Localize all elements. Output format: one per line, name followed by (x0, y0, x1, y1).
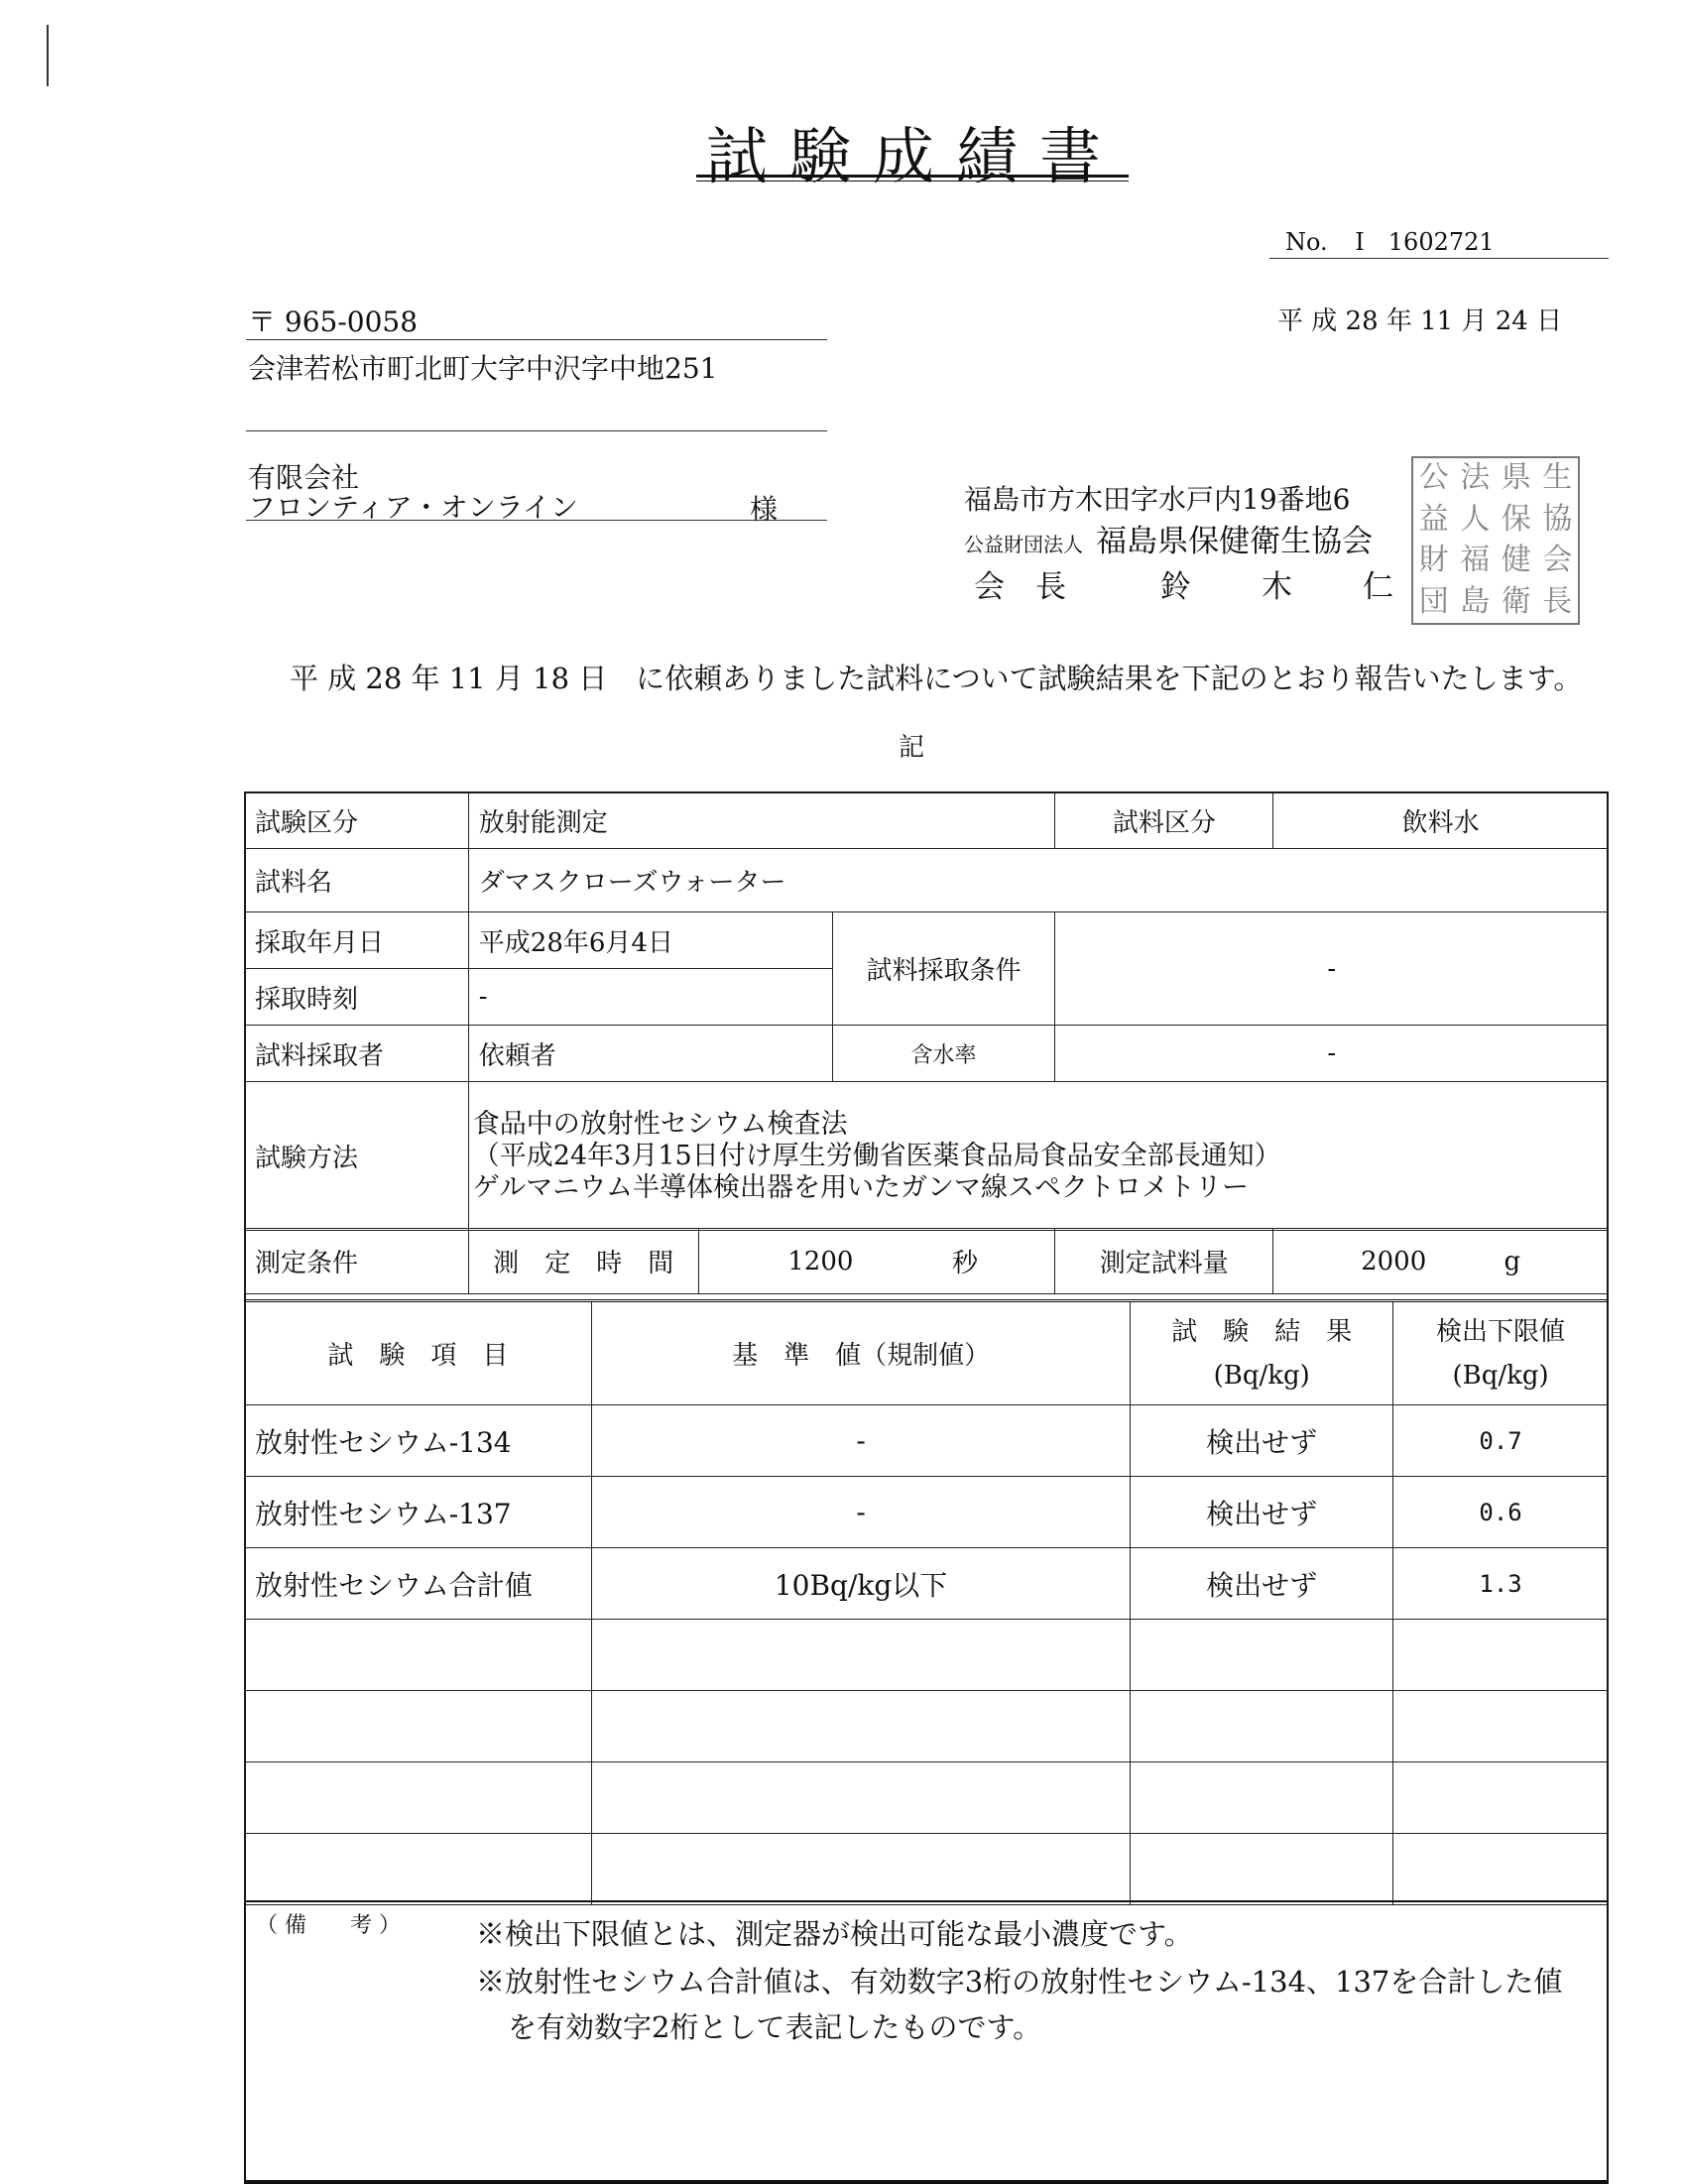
seal-character: 衛 (1501, 583, 1531, 619)
result-item: 放射性セシウム合計値 (245, 1548, 592, 1620)
ki-mark: 記 (899, 733, 925, 763)
table-row-empty (245, 1834, 1609, 1905)
seal-character: 県 (1501, 460, 1531, 495)
test-method-line: （平成24年3月15日付け厚生労働省医薬食品局食品安全部長通知） (472, 1140, 1281, 1171)
collection-date-label: 採取年月日 (245, 912, 469, 969)
issue-date: 平 成 28 年 11 月 24 日 (1277, 306, 1563, 336)
honorific: 様 (750, 493, 779, 526)
test-category-label: 試験区分 (245, 792, 469, 849)
seal-character: 財 (1418, 543, 1449, 577)
result-item: 放射性セシウム-137 (245, 1477, 592, 1548)
issuer-org-name: 福島県保健衛生協会 (1096, 524, 1374, 559)
address-line (246, 430, 827, 431)
seal-character: 健 (1501, 543, 1531, 577)
seal-character: 保 (1501, 501, 1531, 537)
result-standard: - (591, 1405, 1130, 1477)
seal-character: 協 (1542, 501, 1573, 537)
header-limit (1393, 1301, 1609, 1405)
test-method-value (468, 1082, 1608, 1231)
collection-condition-value: - (1055, 912, 1609, 1026)
result-limit: 1.3 (1393, 1548, 1609, 1620)
measurement-amount-number: 2000 (1361, 1246, 1427, 1276)
collector-value: 依頼者 (468, 1026, 832, 1082)
report-number-line (1269, 258, 1609, 259)
moisture-label: 含水率 (832, 1026, 1055, 1082)
title-underline (696, 181, 1129, 182)
result-standard: - (591, 1477, 1130, 1548)
seal-character: 団 (1418, 583, 1449, 619)
table-row (245, 1405, 1609, 1477)
test-category-value: 放射能測定 (468, 792, 1055, 849)
measurement-time-label: 測 定 時 間 (468, 1229, 698, 1294)
seal-character: 長 (1542, 583, 1573, 619)
company-type: 有限会社 (248, 461, 360, 494)
seal-character: 公 (1418, 460, 1449, 495)
collector-label: 試料採取者 (245, 1026, 469, 1082)
scan-margin-mark (47, 25, 49, 86)
recipient-address: 会津若松市町北町大字中沢字中地251 (248, 352, 718, 385)
table-row (245, 1477, 1609, 1548)
seal-character: 会 (1542, 543, 1573, 577)
moisture-value: - (1055, 1026, 1609, 1082)
issuer-role: 会 長 (974, 569, 1066, 605)
seal-character: 人 (1460, 501, 1491, 537)
sample-category-value: 飲料水 (1273, 792, 1609, 849)
measurement-table (244, 1228, 1609, 1294)
result-item: 放射性セシウム-134 (245, 1405, 592, 1477)
seal-character: 島 (1460, 583, 1491, 619)
header-limit-unit: (Bq/kg) (1452, 1360, 1549, 1391)
measurement-time-unit: 秒 (942, 1229, 1055, 1294)
result-value: 検出せず (1131, 1477, 1393, 1548)
seal-character: 益 (1418, 501, 1449, 537)
table-row-empty (245, 1691, 1609, 1762)
title-underline (696, 175, 1129, 178)
test-method-line: ゲルマニウム半導体検出器を用いたガンマ線スペクトロメトリー (472, 1171, 1249, 1203)
remarks-line: を有効数字2桁として表記したものです。 (508, 2010, 1042, 2044)
sample-name-value: ダマスクローズウォーター (468, 849, 1608, 912)
measurement-amount-unit: g (1504, 1246, 1521, 1276)
collection-date-value: 平成28年6月4日 (468, 912, 832, 969)
table-row-empty (245, 1620, 1609, 1691)
report-number (1285, 222, 1495, 257)
measurement-amount-label: 測定試料量 (1055, 1229, 1273, 1294)
result-limit: 0.7 (1393, 1405, 1609, 1477)
seal-character: 生 (1542, 460, 1573, 495)
remarks-label: （ 備 考 ） (256, 1913, 401, 1938)
header-result-label: 試 験 結 果 (1171, 1316, 1353, 1347)
report-number-value: I 1602721 (1355, 228, 1495, 256)
issuer-person: 鈴 木 仁 (1160, 569, 1413, 605)
recipient-line (246, 520, 827, 521)
issuer-org (964, 516, 1373, 560)
intro-text: 平 成 28 年 11 月 18 日 に依頼ありました試料について試験結果を下記のとおり報告いたします。 (290, 662, 1583, 695)
organization-seal (1411, 456, 1580, 625)
remarks-line: ※検出下限値とは、測定器が検出可能な最小濃度です。 (476, 1917, 1193, 1951)
postal-code: 〒 965-0058 (248, 305, 419, 338)
result-standard: 10Bq/kg以下 (591, 1548, 1130, 1620)
report-number-label: No. (1285, 228, 1328, 256)
header-result-unit: (Bq/kg) (1213, 1360, 1310, 1391)
table-row (245, 1548, 1609, 1620)
measurement-label: 測定条件 (245, 1229, 469, 1294)
sample-category-label: 試料区分 (1055, 792, 1273, 849)
table-row-empty (245, 1762, 1609, 1834)
seal-character: 福 (1460, 543, 1491, 577)
collection-time-label: 採取時刻 (245, 969, 469, 1026)
measurement-amount-value (1273, 1229, 1609, 1294)
seal-character: 法 (1460, 460, 1491, 495)
collection-condition-label: 試料採取条件 (832, 912, 1055, 1026)
header-result (1131, 1301, 1393, 1405)
result-value: 検出せず (1131, 1405, 1393, 1477)
header-test-item: 試 験 項 目 (245, 1301, 592, 1405)
collection-time-value: - (468, 969, 832, 1026)
result-value: 検出せず (1131, 1548, 1393, 1620)
company-name: フロンティア・オンライン (248, 491, 578, 524)
sample-name-label: 試料名 (245, 849, 469, 912)
results-table (244, 1299, 1609, 1905)
remarks-box (244, 1900, 1609, 2182)
issuer-address: 福島市方木田字水戸内19番地6 (964, 483, 1351, 516)
test-method-line: 食品中の放射性セシウム検査法 (472, 1108, 848, 1140)
address-line (246, 339, 827, 340)
sample-info-table (244, 791, 1609, 1231)
measurement-time-value: 1200 (698, 1229, 942, 1294)
result-limit: 0.6 (1393, 1477, 1609, 1548)
remarks-line: ※放射性セシウム合計値は、有効数字3桁の放射性セシウム-134、137を合計した値 (476, 1965, 1563, 1999)
test-method-label: 試験方法 (245, 1082, 469, 1231)
page-title: 試験成績書 (706, 120, 1124, 192)
header-standard: 基 準 値（規制値） (591, 1301, 1130, 1405)
header-limit-label: 検出下限値 (1436, 1316, 1566, 1347)
issuer-org-prefix: 公益財団法人 (964, 533, 1083, 556)
